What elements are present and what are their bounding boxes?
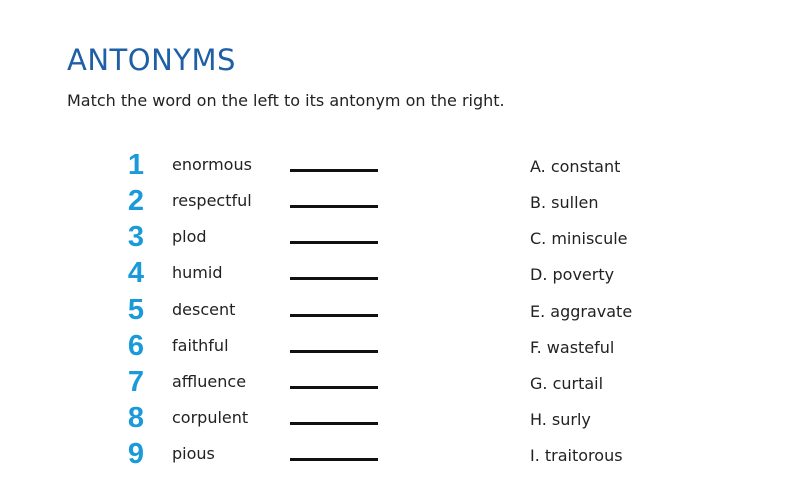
- item-word: plod: [172, 227, 207, 246]
- match-row-8: [0, 402, 800, 438]
- item-word: descent: [172, 300, 236, 319]
- answer-blank[interactable]: [290, 277, 378, 280]
- antonym-option: C. miniscule: [530, 229, 628, 248]
- worksheet-title: ANTONYMS: [67, 43, 236, 77]
- answer-blank[interactable]: [290, 314, 378, 317]
- item-word: respectful: [172, 191, 252, 210]
- item-word: enormous: [172, 155, 252, 174]
- item-number: 7: [127, 366, 145, 398]
- match-row-1: [0, 149, 800, 185]
- item-number: 2: [127, 185, 145, 217]
- item-word: faithful: [172, 336, 229, 355]
- item-number: 6: [127, 330, 145, 362]
- antonym-option: B. sullen: [530, 193, 599, 212]
- match-row-2: [0, 185, 800, 221]
- match-row-4: [0, 257, 800, 293]
- match-row-6: [0, 330, 800, 366]
- antonym-option: A. constant: [530, 157, 621, 176]
- answer-blank[interactable]: [290, 350, 378, 353]
- item-word: pious: [172, 444, 215, 463]
- antonym-option: E. aggravate: [530, 302, 633, 321]
- item-number: 5: [127, 294, 145, 326]
- match-row-7: [0, 366, 800, 402]
- answer-blank[interactable]: [290, 386, 378, 389]
- item-word: humid: [172, 263, 223, 282]
- match-row-5: [0, 294, 800, 330]
- answer-blank[interactable]: [290, 422, 378, 425]
- antonym-option: D. poverty: [530, 265, 615, 284]
- answer-blank[interactable]: [290, 169, 378, 172]
- item-word: affluence: [172, 372, 247, 391]
- item-number: 8: [127, 402, 145, 434]
- match-row-3: [0, 221, 800, 257]
- answer-blank[interactable]: [290, 458, 378, 461]
- antonym-option: H. surly: [530, 410, 591, 429]
- item-number: 3: [127, 221, 145, 253]
- antonym-option: G. curtail: [530, 374, 604, 393]
- answer-blank[interactable]: [290, 241, 378, 244]
- antonym-option: F. wasteful: [530, 338, 615, 357]
- answer-blank[interactable]: [290, 205, 378, 208]
- item-number: 9: [127, 438, 145, 470]
- antonym-option: I. traitorous: [530, 446, 623, 465]
- item-number: 1: [127, 149, 145, 181]
- item-number: 4: [127, 257, 145, 289]
- item-word: corpulent: [172, 408, 249, 427]
- instructions-text: Match the word on the left to its antonym on the right.: [67, 91, 505, 110]
- match-row-9: [0, 438, 800, 474]
